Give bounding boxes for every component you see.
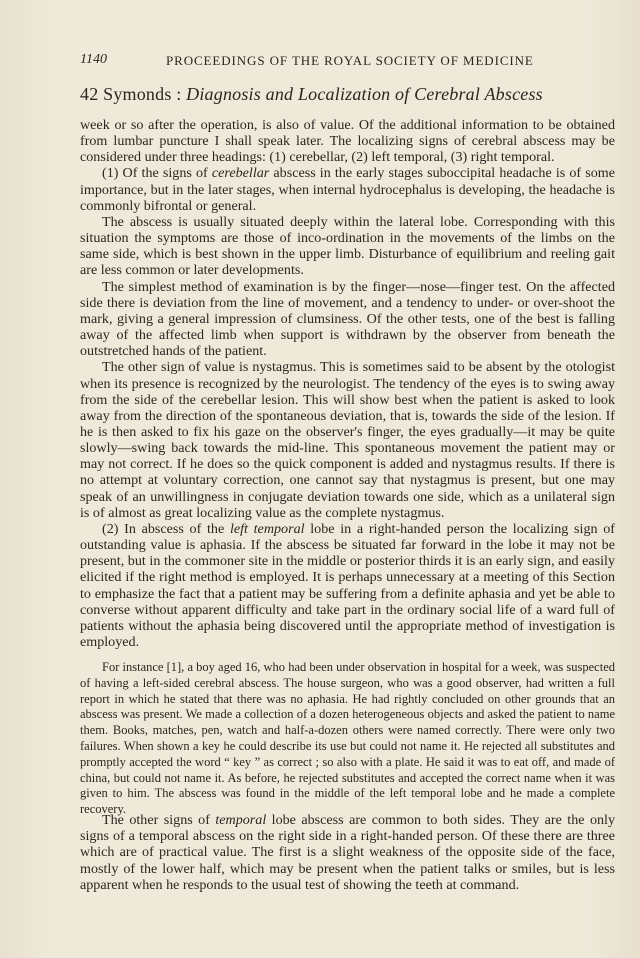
italic-left-temporal: left temporal <box>229 520 305 537</box>
case-note <box>80 660 615 818</box>
paragraph-3: The abscess is usually situated deeply within the lateral lobe. Corresponding with this situation the symptoms are those of inco-ordination in the movements of the limbs on the same side, which is best shown in the upper limb. Disturbance of equilibrium and reeling gait are less common or later developments. <box>80 213 615 279</box>
paragraph-5: The other sign of value is nystagmus. This is sometimes said to be absent by the otologist when its presence is recognized by the neurologist. The tendency of the eyes is to swing away from the side of the cerebellar lesion. This will show best when the patient is asked to look away from the direction of the spontaneous deviation, that is, towards the side of the lesion. If he is then asked to fix his gaze on the observer's finger, the eyes gradually—it may be quite slowly—swing back towards the mid-line. This spontaneous movement the patient may or may not correct. If he does so the quick component is added and nystagmus results. If there is no attempt at voluntary correction, one cannot say that nystagmus is present, but one may speak of an unwillingness in conjugate deviation towards one side, which as a unilateral sign is of almost as great localizing value as the complete nystagmus. <box>80 359 615 521</box>
journal-title: PROCEEDINGS OF THE ROYAL SOCIETY OF MEDICINE <box>166 53 534 68</box>
paragraph-1: week or so after the operation, is also of value. Of the additional information to be obtained from lumbar puncture I shall speak later. The localizing signs of cerebral abscess may be considered under three headings: (1) cerebellar, (2) left temporal, (3) right temporal. <box>80 117 615 166</box>
paragraph-4: The simplest method of examination is by the finger—nose—finger test. On the affected side there is deviation from the line of movement, and a tendency to under- or over-shoot the mark, giving a general impression of clumsiness. Of the other tests, one of the best is falling away of the affected limb when support is withdrawn by the observer from beneath the outstretched hands of the patient. <box>80 278 615 360</box>
body-text <box>80 117 615 650</box>
article-heading <box>80 84 620 105</box>
article-author: Symonds : <box>103 84 182 104</box>
paragraph-6: (2) In abscess of the left temporal lobe in a right-handed person the localizing sign of outstanding value is aphasia. If the abscess be situated far forward in the lobe it may not be present, but in the commoner site in the middle or posterior thirds it is an early sign, and easily elicited if the right method is employed. It is perhaps unnecessary at a meeting of this Section to emphasize the fact that a patient may be suffering from a definite aphasia and yet be able to converse without apparent difficulty and take part in the ordinary social life of a ward full of patients without the aphasia being discovered until the appropriate method of investigation is employed. <box>80 520 615 650</box>
closing-text <box>80 812 615 893</box>
italic-temporal: temporal <box>215 812 267 828</box>
case-note-text: For instance [1], a boy aged 16, who had been under observation in hospital for a week, was suspected of having a left-sided cerebral abscess. The house surgeon, who was a good observer, had written a full report in which he stated that there was no aphasia. He had rightly concluded on other grounds that an abscess was present. We made a collection of a dozen heterogeneous objects and asked the patient to name them. Books, matches, pen, watch and half-a-dozen others were named correctly. There were only two failures. When shown a key he could describe its use but could not name it. He rejected all substitutes and promptly accepted the word “ key ” as correct ; so also with a plate. He said it was to eat off, and made of china, but could not name it. As before, he rejected substitutes and accepted the correct name when it was given to him. The abscess was found in the middle of the left temporal lobe and he made a complete recovery. <box>80 660 615 817</box>
paragraph-2: (1) Of the signs of cerebellar abscess in the early stages suboccipital headache is of some importance, but in the later stages, when internal hydrocephalus is developing, the headache is commonly bifrontal or general. <box>80 165 616 214</box>
paragraph-7: The other signs of temporal lobe abscess are common to both sides. They are the only signs of a temporal abscess on the right side in a right-handed person. Of these there are three which are of practical value. The first is a slight weakness of the opposite side of the face, mostly of the lower half, which may be present when the patient talks or smiles, but is less apparent when he responds to the usual test of showing the teeth at command. <box>80 812 615 893</box>
running-head <box>80 52 615 72</box>
article-page-number: 42 <box>80 84 99 104</box>
page-folio: 1140 <box>80 52 107 67</box>
italic-cerebellar: cerebellar <box>211 165 270 182</box>
article-title: Diagnosis and Localization of Cerebral Abscess <box>186 84 543 104</box>
